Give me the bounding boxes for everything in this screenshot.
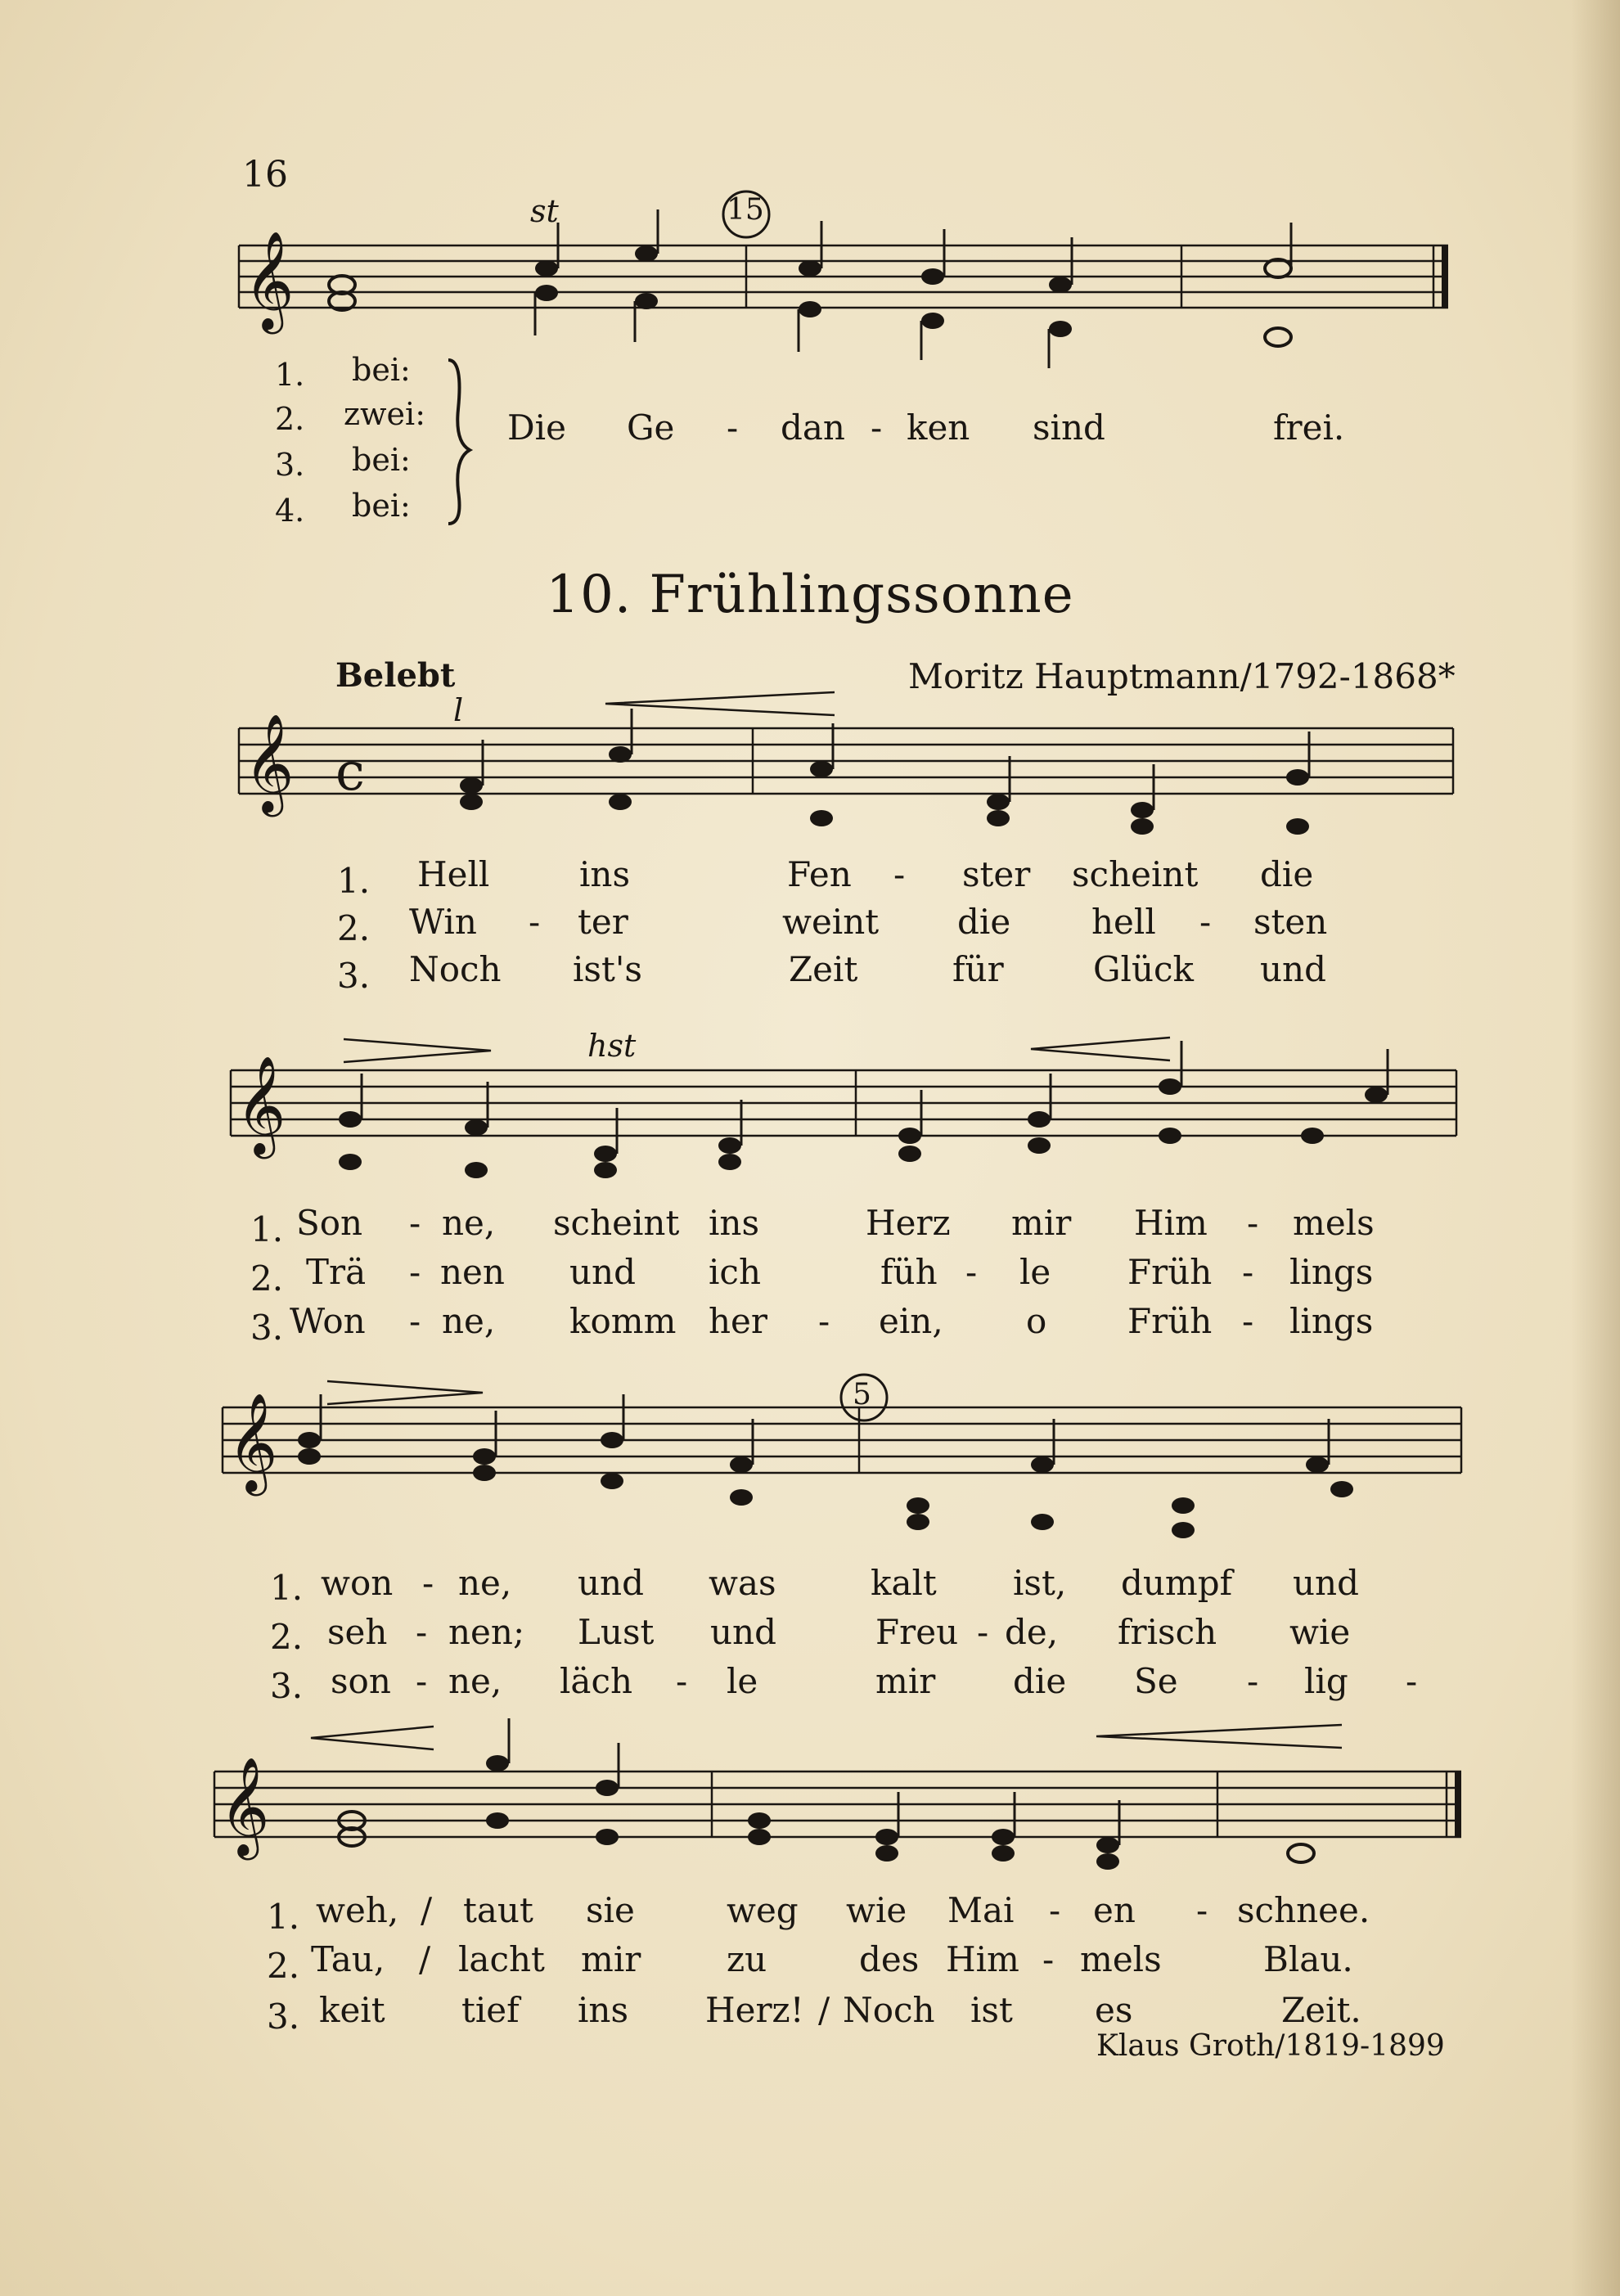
lyric: / — [419, 1939, 431, 1979]
lyric: ins — [579, 854, 631, 894]
lyric: - — [965, 1252, 978, 1292]
lyric: - — [871, 407, 883, 448]
lyric: - — [1242, 1301, 1254, 1341]
lyric: Hell — [417, 854, 490, 894]
svg-text:𝄞: 𝄞 — [236, 1055, 286, 1155]
lyric: ne, — [442, 1203, 496, 1243]
lyric: was — [709, 1563, 776, 1603]
lyric: für — [952, 949, 1004, 989]
song-title — [0, 565, 1620, 625]
page-number: 16 — [242, 154, 288, 196]
lyric: Noch — [409, 949, 502, 989]
lyric: weh, — [316, 1890, 399, 1930]
lyric: - — [409, 1252, 421, 1292]
lyric: - — [1247, 1203, 1259, 1243]
lyric: Früh — [1127, 1301, 1213, 1341]
lyric: ster — [962, 854, 1031, 894]
lyric: es — [1095, 1990, 1133, 2030]
lyric: - — [1199, 902, 1212, 942]
lyric: - — [1247, 1661, 1259, 1701]
lyric: tief — [461, 1990, 520, 2030]
lyric: - — [1242, 1252, 1254, 1292]
staff-2 — [231, 1070, 1456, 1136]
marking-st: st — [530, 193, 559, 229]
lyric: füh — [880, 1252, 938, 1292]
lyric: und — [578, 1563, 644, 1603]
lyric: Mai — [947, 1890, 1015, 1930]
staff-4 — [214, 1772, 1461, 1837]
lyric: Glück — [1093, 949, 1195, 989]
lyric: - — [893, 854, 906, 894]
lyric: - — [1406, 1661, 1418, 1701]
lyric: Zeit — [789, 949, 858, 989]
lyric: sind — [1033, 407, 1105, 448]
lyric: Win — [409, 902, 477, 942]
lyric: ne, — [448, 1661, 502, 1701]
lyric: sie — [586, 1890, 635, 1930]
svg-text:𝄞: 𝄞 — [227, 1392, 278, 1492]
lyric: lacht — [458, 1939, 545, 1979]
lyric: dan — [781, 407, 845, 448]
lyric: Ge — [627, 407, 675, 448]
verse-word: zwei: — [344, 396, 425, 432]
lyric: ne, — [442, 1301, 496, 1341]
lyric: - — [416, 1661, 428, 1701]
lyric: - — [977, 1612, 989, 1652]
lyric: Zeit. — [1281, 1990, 1361, 2030]
lyric: ich — [709, 1252, 762, 1292]
lyric: scheint — [1072, 854, 1199, 894]
lyric: en — [1093, 1890, 1136, 1930]
verse-number: 1. — [270, 1568, 304, 1608]
lyric: her — [709, 1301, 767, 1341]
poet-credit: Klaus Groth/1819-1899 — [1096, 2029, 1445, 2063]
verse-word: bei: — [352, 442, 411, 478]
lyric: schnee. — [1237, 1890, 1370, 1930]
lyric: die — [957, 902, 1011, 942]
lyric: kalt — [871, 1563, 937, 1603]
lyric: Noch — [843, 1990, 935, 2030]
lyric: Lust — [578, 1612, 655, 1652]
lyric: Die — [507, 407, 566, 448]
lyric: nen — [440, 1252, 505, 1292]
marking-l: l — [453, 692, 464, 728]
staff-1 — [239, 728, 1453, 794]
lyric: Früh — [1127, 1252, 1213, 1292]
lyric: ist — [970, 1990, 1013, 2030]
lyric: lings — [1289, 1252, 1374, 1292]
lyric: Freu — [875, 1612, 959, 1652]
lyric: ins — [709, 1203, 760, 1243]
lyric: mels — [1293, 1203, 1375, 1243]
lyric: des — [859, 1939, 920, 1979]
lyric: son — [331, 1661, 391, 1701]
lyric: komm — [569, 1301, 677, 1341]
lyric: - — [676, 1661, 688, 1701]
lyric: / — [818, 1990, 830, 2030]
song-number: 10. — [546, 565, 632, 625]
svg-text:𝄞: 𝄞 — [219, 1756, 270, 1856]
verse-number: 1. — [275, 357, 305, 393]
verse-number: 3. — [270, 1666, 304, 1706]
lyric: Trä — [306, 1252, 367, 1292]
lyric: - — [1196, 1890, 1208, 1930]
lyric: und — [710, 1612, 776, 1652]
lyric: lings — [1289, 1301, 1374, 1341]
lyric: Herz! — [705, 1990, 804, 2030]
lyric: frisch — [1118, 1612, 1217, 1652]
svg-text:𝄞: 𝄞 — [244, 230, 295, 330]
verse-number: 3. — [267, 1997, 300, 2037]
verse-number: 3. — [275, 447, 305, 483]
lyric: ne, — [458, 1563, 512, 1603]
lyric: seh — [327, 1612, 388, 1652]
lyric: - — [409, 1301, 421, 1341]
lyric: sten — [1253, 902, 1328, 942]
lyric: Son — [296, 1203, 363, 1243]
lyric: - — [416, 1612, 428, 1652]
verse-number: 2. — [250, 1258, 284, 1299]
lyric: dumpf — [1121, 1563, 1233, 1603]
lyric: mir — [581, 1939, 641, 1979]
lyric: und — [1260, 949, 1326, 989]
lyric: weg — [727, 1890, 799, 1930]
lyric: ken — [907, 407, 970, 448]
measure-number-5: 5 — [853, 1378, 871, 1411]
lyric: nen; — [448, 1612, 525, 1652]
lyric: weint — [782, 902, 880, 942]
lyric: ter — [578, 902, 628, 942]
lyric: Tau, — [311, 1939, 385, 1979]
lyric: mir — [875, 1661, 936, 1701]
lyric: - — [727, 407, 739, 448]
lyric: - — [422, 1563, 434, 1603]
lyric: läch — [560, 1661, 633, 1701]
lyric: / — [421, 1890, 433, 1930]
lyric: frei. — [1273, 407, 1345, 448]
lyric: mels — [1080, 1939, 1162, 1979]
lyric: und — [569, 1252, 636, 1292]
svg-text:c: c — [335, 742, 365, 803]
lyric: wie — [1289, 1612, 1351, 1652]
lyric: scheint — [553, 1203, 680, 1243]
lyric: le — [1019, 1252, 1051, 1292]
staff-prev — [239, 245, 1448, 308]
lyric: taut — [463, 1890, 533, 1930]
lyric: lig — [1304, 1661, 1348, 1701]
svg-text:𝄞: 𝄞 — [244, 713, 295, 813]
lyric: - — [409, 1203, 421, 1243]
lyric: zu — [727, 1939, 767, 1979]
lyric: - — [529, 902, 541, 942]
lyric: ist's — [573, 949, 642, 989]
verse-number: 1. — [337, 861, 371, 901]
marking-hst: hst — [587, 1028, 637, 1064]
verse-number: 3. — [337, 956, 371, 996]
lyric: Herz — [866, 1203, 951, 1243]
verse-number: 2. — [337, 908, 371, 948]
lyric: die — [1013, 1661, 1067, 1701]
lyric: de, — [1005, 1612, 1059, 1652]
verse-number: 2. — [275, 401, 305, 437]
lyric: hell — [1091, 902, 1156, 942]
measure-number-15: 15 — [727, 193, 764, 227]
lyric: Him — [1134, 1203, 1208, 1243]
lyric: Blau. — [1263, 1939, 1353, 1979]
lyric: - — [1049, 1890, 1061, 1930]
lyric: mir — [1011, 1203, 1072, 1243]
lyric: won — [321, 1563, 394, 1603]
lyric: - — [818, 1301, 830, 1341]
lyric: keit — [319, 1990, 385, 2030]
lyric: wie — [846, 1890, 907, 1930]
lyric: o — [1026, 1301, 1047, 1341]
verse-word: bei: — [352, 352, 411, 388]
composer: Moritz Hauptmann/1792-1868* — [908, 656, 1456, 696]
lyric: und — [1293, 1563, 1359, 1603]
lyric: Se — [1134, 1661, 1178, 1701]
verse-word: bei: — [352, 488, 411, 524]
verse-number: 1. — [267, 1897, 300, 1937]
lyric: Him — [946, 1939, 1019, 1979]
lyric: ins — [578, 1990, 629, 2030]
lyric: le — [727, 1661, 758, 1701]
lyric: - — [1042, 1939, 1055, 1979]
lyric: Fen — [787, 854, 852, 894]
lyric: ist, — [1013, 1563, 1067, 1603]
verse-number: 3. — [250, 1308, 284, 1348]
lyric: die — [1260, 854, 1314, 894]
staff-3 — [223, 1407, 1461, 1473]
tempo-marking: Belebt — [335, 656, 456, 695]
lyric: Won — [290, 1301, 366, 1341]
verse-number: 4. — [275, 493, 305, 529]
lyric: ein, — [879, 1301, 943, 1341]
verse-number: 2. — [270, 1617, 304, 1657]
verse-number: 1. — [250, 1209, 284, 1249]
verse-number: 2. — [267, 1946, 300, 1986]
song-title-text: Frühlingssonne — [649, 565, 1074, 625]
